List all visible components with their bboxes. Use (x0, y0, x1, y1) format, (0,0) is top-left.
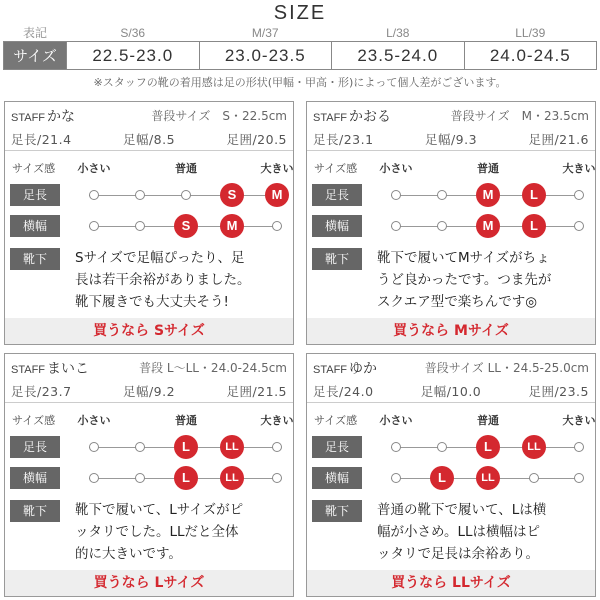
scale-row-length (5, 184, 293, 206)
comment-line: 的に大きいです。 (75, 546, 182, 562)
foot-measurements (11, 382, 287, 400)
usual-size: 普段サイズ LL・24.5-25.0cm (424, 361, 589, 375)
scale-dot (391, 190, 401, 200)
size-header-label: 表記 (22, 26, 47, 40)
scale-dot (437, 221, 447, 231)
size-marker: M (220, 214, 244, 238)
divider (307, 150, 595, 151)
scale-small-label: 小さい (379, 414, 413, 427)
page-title: SIZE (273, 2, 327, 24)
size-marker: S (174, 214, 198, 238)
scale-dot (529, 473, 539, 483)
divider (5, 402, 293, 403)
size-marker: L (174, 466, 198, 490)
scale-dot (135, 221, 145, 231)
scale-large-label: 大きい (562, 414, 596, 427)
comment-line: 靴下履きでも大丈夫そう! (75, 294, 229, 310)
staff-card (306, 101, 596, 345)
scale-title: サイズ感 (314, 162, 358, 175)
scale-normal-label: 普通 (477, 414, 499, 427)
size-label-m: M/37 (251, 25, 279, 40)
size-range-l: 23.5-24.0 (332, 42, 465, 70)
staff-label: STAFF (11, 112, 46, 124)
scale-dot (437, 190, 447, 200)
size-marker: L (522, 214, 546, 238)
staff-comment (75, 247, 293, 313)
foot-girth: 足囲/21.5 (226, 384, 287, 399)
divider (307, 402, 595, 403)
size-marker: L (476, 435, 500, 459)
divider (5, 150, 293, 151)
staff-card (4, 353, 294, 597)
comment-line: ッタリでした。LLだと全体 (75, 524, 239, 540)
fit-disclaimer: ※スタッフの靴の着用感は足の形状(甲幅・甲高・形)によって個人差がございます。 (93, 76, 507, 89)
foot-width: 足幅/10.0 (420, 384, 482, 399)
usual-size: 普段サイズ M・23.5cm (450, 109, 589, 123)
foot-length: 足長/24.0 (313, 384, 374, 399)
comment-line: うど良かったです。つま先が (377, 272, 552, 288)
size-marker: S (220, 183, 244, 207)
row-tag-socks: 靴下 (312, 248, 362, 270)
size-marker: LL (220, 466, 244, 490)
scale-row-width (307, 467, 595, 489)
scale-dot (135, 190, 145, 200)
comment-line: 長は若干余裕がありました。 (75, 272, 251, 288)
usual-size: 普段サイズ S・22.5cm (151, 109, 287, 123)
size-range-s: 22.5-23.0 (67, 42, 200, 70)
row-tag-socks: 靴下 (10, 248, 60, 270)
comment-line: 靴下で履いてMサイズがちょ (377, 250, 550, 266)
scale-dot (574, 473, 584, 483)
scale-dot (181, 190, 191, 200)
size-marker: LL (476, 466, 500, 490)
foot-width: 足幅/9.3 (424, 132, 478, 147)
recommended-size: 買うなら Sサイズ (5, 318, 293, 344)
usual-size: 普段 L〜LL・24.0-24.5cm (139, 361, 287, 375)
size-marker: LL (220, 435, 244, 459)
foot-measurements (11, 130, 287, 148)
staff-comment (377, 499, 595, 565)
scale-row-width (5, 467, 293, 489)
scale-title: サイズ感 (314, 414, 358, 427)
scale-normal-label: 普通 (477, 162, 499, 175)
scale-title: サイズ感 (12, 162, 56, 175)
row-tag-length: 足長 (10, 436, 60, 458)
row-tag-length: 足長 (312, 184, 362, 206)
staff-header (313, 106, 589, 126)
staff-comment (75, 499, 293, 565)
foot-measurements (313, 130, 589, 148)
foot-measurements (313, 382, 589, 400)
row-tag-socks: 靴下 (10, 500, 60, 522)
scale-row-width (307, 215, 595, 237)
scale-dot (272, 442, 282, 452)
scale-title: サイズ感 (12, 414, 56, 427)
scale-dot (391, 473, 401, 483)
scale-dot (574, 190, 584, 200)
staff-card (306, 353, 596, 597)
scale-normal-label: 普通 (175, 162, 197, 175)
staff-name: かな (47, 109, 76, 125)
size-marker: L (174, 435, 198, 459)
scale-dot (89, 473, 99, 483)
scale-row-length (5, 436, 293, 458)
scale-dot (135, 442, 145, 452)
staff-header (313, 358, 589, 378)
staff-name: まいこ (47, 361, 90, 377)
foot-length: 足長/23.7 (11, 384, 72, 399)
scale-dot (272, 221, 282, 231)
scale-dot (391, 442, 401, 452)
scale-large-label: 大きい (562, 162, 596, 175)
scale-dot (272, 473, 282, 483)
staff-label: STAFF (313, 112, 348, 124)
scale-dot (89, 442, 99, 452)
size-label-s: S/36 (120, 25, 146, 40)
comment-line: Sサイズで足幅ぴったり、足 (75, 250, 245, 266)
recommended-size: 買うなら LLサイズ (307, 570, 595, 596)
scale-dot (391, 221, 401, 231)
size-marker: LL (522, 435, 546, 459)
size-marker: L (522, 183, 546, 207)
size-row-label: サイズ (4, 42, 67, 70)
recommended-size: 買うなら Mサイズ (307, 318, 595, 344)
scale-dot (89, 221, 99, 231)
comment-line: 靴下で履いて、Lサイズがピ (75, 502, 244, 518)
row-tag-width: 横幅 (312, 215, 362, 237)
scale-small-label: 小さい (77, 162, 111, 175)
size-marker: M (265, 183, 289, 207)
foot-length: 足長/21.4 (11, 132, 72, 147)
row-tag-length: 足長 (312, 436, 362, 458)
scale-dot (574, 221, 584, 231)
recommended-size: 買うなら Lサイズ (5, 570, 293, 596)
size-range-m: 23.0-23.5 (199, 42, 332, 70)
scale-dot (135, 473, 145, 483)
comment-line: スクエア型で楽ちんです◎ (377, 294, 538, 310)
scale-dot (437, 442, 447, 452)
foot-girth: 足囲/20.5 (226, 132, 287, 147)
comment-line: ッタリで足長は余裕あり。 (377, 546, 539, 562)
scale-small-label: 小さい (379, 162, 413, 175)
scale-dot (574, 442, 584, 452)
foot-girth: 足囲/21.6 (528, 132, 589, 147)
scale-dot (89, 190, 99, 200)
scale-row-length (307, 184, 595, 206)
size-marker: M (476, 183, 500, 207)
scale-large-label: 大きい (260, 162, 294, 175)
size-marker: M (476, 214, 500, 238)
size-label-l: L/38 (386, 25, 410, 40)
foot-width: 足幅/8.5 (122, 132, 176, 147)
comment-line: 普通の靴下で履いて、Lは横 (377, 502, 547, 518)
foot-width: 足幅/9.2 (122, 384, 176, 399)
scale-row-width (5, 215, 293, 237)
staff-header (11, 106, 287, 126)
staff-card (4, 101, 294, 345)
staff-label: STAFF (11, 364, 46, 376)
scale-large-label: 大きい (260, 414, 294, 427)
staff-comment (377, 247, 595, 313)
size-table (3, 24, 597, 70)
row-tag-width: 横幅 (10, 467, 60, 489)
size-range-ll: 24.0-24.5 (464, 42, 597, 70)
scale-row-length (307, 436, 595, 458)
row-tag-socks: 靴下 (312, 500, 362, 522)
row-tag-width: 横幅 (312, 467, 362, 489)
staff-label: STAFF (313, 364, 348, 376)
size-marker: L (430, 466, 454, 490)
staff-name: かおる (349, 109, 392, 125)
staff-header (11, 358, 287, 378)
staff-name: ゆか (349, 361, 378, 377)
row-tag-width: 横幅 (10, 215, 60, 237)
comment-line: 幅が小さめ。LLは横幅はピ (377, 524, 541, 540)
foot-girth: 足囲/23.5 (528, 384, 589, 399)
size-label-ll: LL/39 (515, 25, 546, 40)
foot-length: 足長/23.1 (313, 132, 374, 147)
scale-normal-label: 普通 (175, 414, 197, 427)
row-tag-length: 足長 (10, 184, 60, 206)
scale-small-label: 小さい (77, 414, 111, 427)
